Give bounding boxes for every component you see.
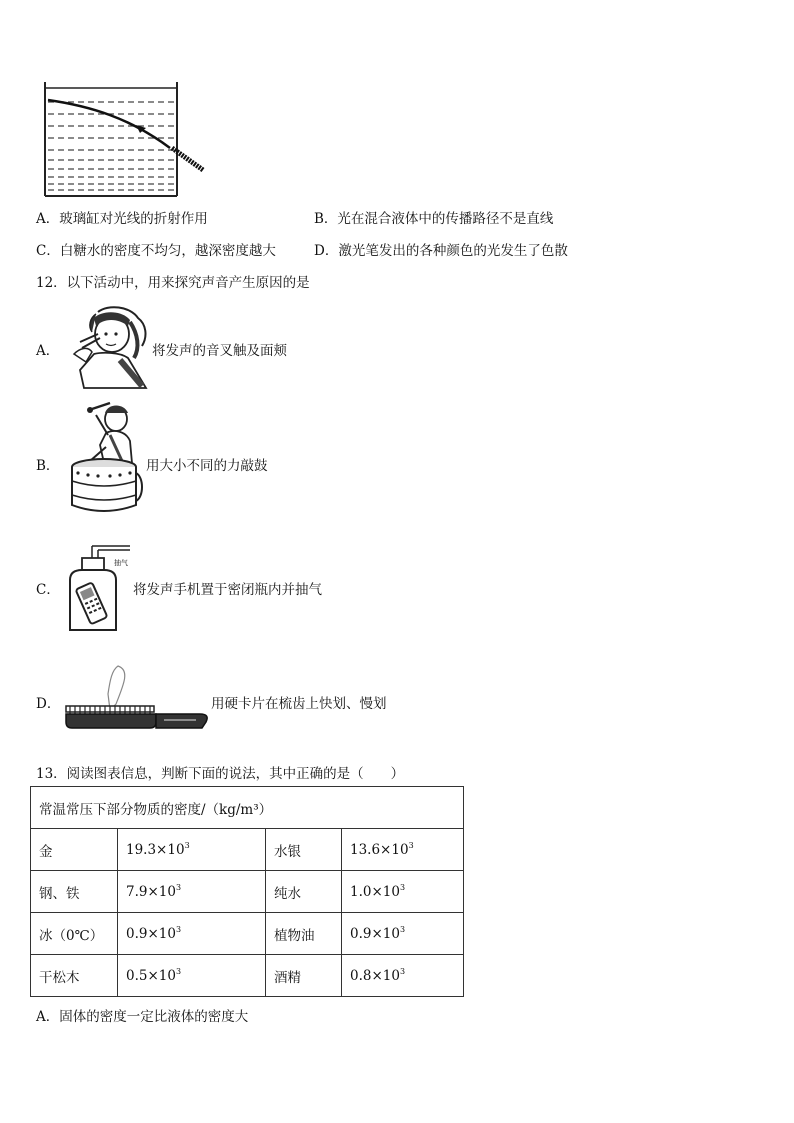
q12-option-a-text: 将发声的音叉触及面颊 <box>152 343 287 359</box>
substance-name: 植物油 <box>266 913 342 955</box>
sealed-bottle-phone-illustration <box>64 540 132 636</box>
comb-card-illustration <box>64 664 210 734</box>
density-value: $13.6\times 10^3$ <box>342 829 464 871</box>
table-row <box>31 955 464 997</box>
q12-option-d-letter: D． <box>36 696 61 712</box>
density-value: $19.3\times 10^3$ <box>118 829 266 871</box>
density-value: $0.8\times 10^3$ <box>342 955 464 997</box>
tank-light-path-figure <box>40 78 220 202</box>
q12-option-a-letter: A． <box>36 343 60 359</box>
table-header: 常温常压下部分物质的密度/（kg/m³） <box>31 787 464 829</box>
pump-label: 抽气 <box>114 559 128 567</box>
q12-option-b-letter: B． <box>36 458 60 474</box>
q13-option-a: A．固体的密度一定比液体的密度大 <box>36 1009 249 1025</box>
substance-name: 钢、铁 <box>31 871 118 913</box>
q12-option-d-text: 用硬卡片在梳齿上快划、慢划 <box>211 696 387 712</box>
table-row <box>31 913 464 955</box>
table-row <box>31 829 464 871</box>
q12-option-b-text: 用大小不同的力敲鼓 <box>146 458 268 474</box>
substance-name: 纯水 <box>266 871 342 913</box>
q12-option-c-text: 将发声手机置于密闭瓶内并抽气 <box>133 582 322 598</box>
q12-stem: 12．以下活动中，用来探究声音产生原因的是 <box>36 275 310 291</box>
drum-boy-illustration <box>66 401 146 519</box>
density-value: $7.9\times 10^3$ <box>118 871 266 913</box>
density-value: $0.9\times 10^3$ <box>342 913 464 955</box>
substance-name: 金 <box>31 829 118 871</box>
density-table <box>30 786 464 997</box>
table-row <box>31 871 464 913</box>
tuning-fork-face-illustration <box>68 304 150 390</box>
q13-stem: 13．阅读图表信息，判断下面的说法，其中正确的是（ ） <box>36 766 405 782</box>
substance-name: 干松木 <box>31 955 118 997</box>
substance-name: 水银 <box>266 829 342 871</box>
density-value: $0.9\times 10^3$ <box>118 913 266 955</box>
q11-option-c: C．白糖水的密度不均匀，越深密度越大 <box>36 243 276 259</box>
q11-option-a: A．玻璃缸对光线的折射作用 <box>36 211 208 227</box>
table-header-row <box>31 787 464 829</box>
density-value: $0.5\times 10^3$ <box>118 955 266 997</box>
substance-name: 酒精 <box>266 955 342 997</box>
density-value: $1.0\times 10^3$ <box>342 871 464 913</box>
q11-option-b: B．光在混合液体中的传播路径不是直线 <box>314 211 554 227</box>
q12-option-c-letter: C． <box>36 582 60 598</box>
substance-name: 冰（0℃） <box>31 913 118 955</box>
q11-option-d: D．激光笔发出的各种颜色的光发生了色散 <box>314 243 568 259</box>
